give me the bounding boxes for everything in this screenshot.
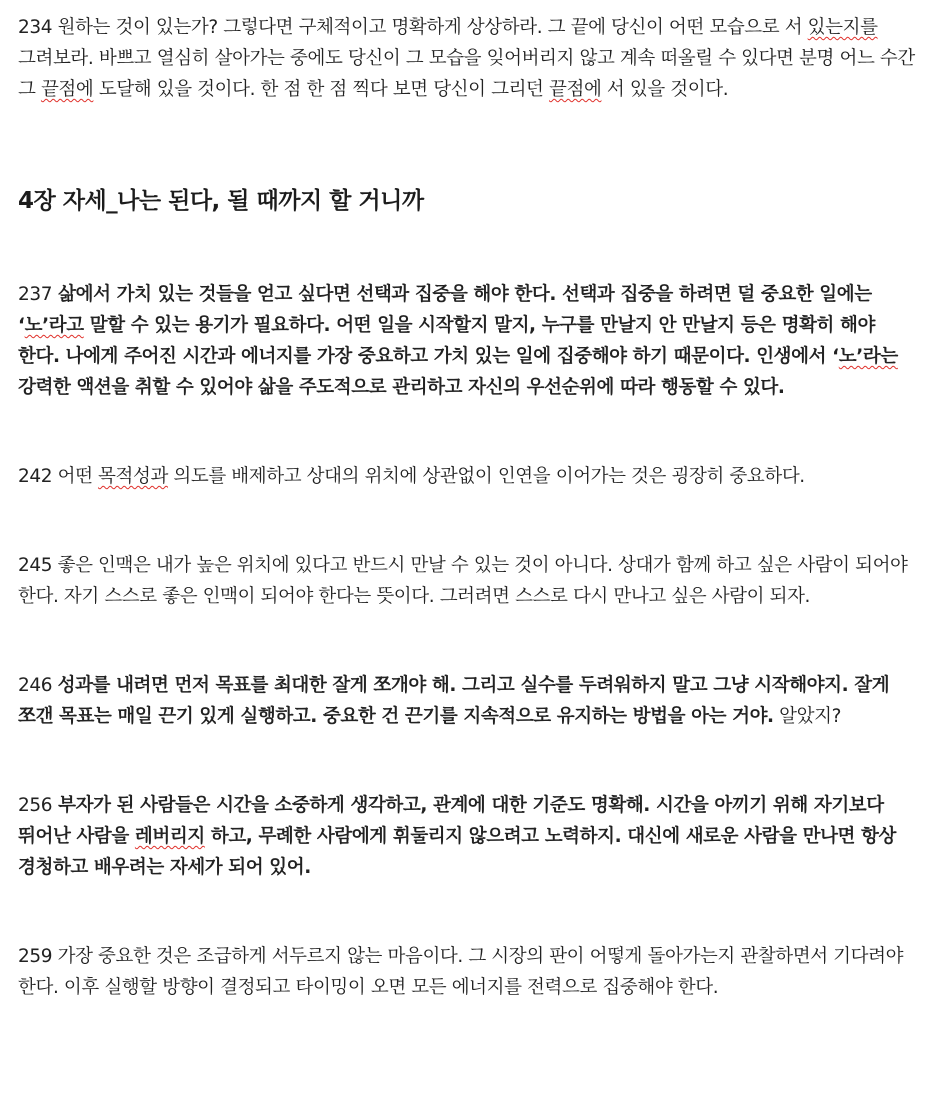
paragraph-text: 어떤: [57, 466, 99, 487]
paragraph-text: 좋은 인맥은 내가 높은 위치에 있다고 반드시 만날 수 있는 것이 아니다. 상대가 함께 하고 싶은 사람이 되어야 한다. 자기 스스로 좋은 인맥이 되어야 한다는 뜻이다. 그러려면 스스로 다시 만나고 싶은 사람이 되자.: [18, 555, 908, 607]
paragraph-245: [18, 550, 918, 612]
spacer: [18, 492, 918, 550]
paragraph-237: [18, 279, 918, 403]
paragraph-text: 삶에서 가치 있는 것들을 얻고 싶다면 선택과 집중을 해야 한다. 선택과 집중을 하려면 덜 중요한 일에는 ‘: [18, 284, 872, 336]
paragraph-number: 242: [18, 466, 53, 487]
paragraph-text: 원하는 것이 있는가? 그렇다면 구체적이고 명확하게 상상하라. 그 끝에 당신이 어떤 모습으로 서: [57, 17, 808, 38]
document-body: [18, 12, 918, 1003]
paragraph-text: 서 있을 것이다.: [601, 79, 729, 100]
paragraph-number: 237: [18, 284, 53, 305]
spellcheck-flagged-word[interactable]: 노’라는: [838, 346, 898, 367]
paragraph-text: 하고, 무례한 사람에게 휘둘리지 않으려고 노력하지. 대신에 새로운 사람을 만나면 항상 경청하고 배우려는 자세가 되어 있어.: [18, 826, 897, 878]
spellcheck-flagged-word[interactable]: 노’라고: [24, 315, 84, 336]
paragraph-number: 234: [18, 17, 53, 38]
paragraph-text: 부자가 된 사람들은 시간을 소중하게 생각하고, 관계에 대한 기준도 명확해. 시간을 아끼기 위해 자기보다 뛰어난 사람을: [18, 795, 884, 847]
paragraph-number: 245: [18, 555, 53, 576]
paragraph-text: 강력한 액션을 취할 수 있어야 삶을 주도적으로 관리하고 자신의 우선순위에 따라 행동할 수 있다.: [18, 377, 785, 398]
spellcheck-flagged-word[interactable]: 목적성과: [98, 466, 168, 487]
paragraph-number: 256: [18, 795, 53, 816]
spacer: [18, 732, 918, 790]
paragraph-text: 말할 수 있는 용기가 필요하다. 어떤 일을 시작할지 말지, 누구를 만날지 안 만날지 등은 명확히 해야 한다. 나에게 주어진 시간과 에너지를 가장 중요하고 가치 있는 일에 집중해야 하기 때문이다. 인생에서 ‘: [18, 315, 875, 367]
paragraph-259: [18, 941, 918, 1003]
spacer: [18, 217, 918, 279]
spacer: [18, 403, 918, 461]
paragraph-text: 도달해 있을 것이다. 한 점 한 점 찍다 보면 당신이 그리던: [93, 79, 549, 100]
paragraph-number: 259: [18, 946, 53, 967]
paragraph-246: [18, 670, 918, 732]
spacer: [18, 612, 918, 670]
paragraph-234: [18, 12, 918, 105]
chapter-heading: 4장 자세_나는 된다, 될 때까지 할 거니까: [18, 188, 424, 214]
spellcheck-flagged-word[interactable]: 레버리지: [134, 826, 205, 847]
paragraph-256: [18, 790, 918, 883]
paragraph-text: 가장 중요한 것은 조급하게 서두르지 않는 마음이다. 그 시장의 판이 어떻게 돌아가는지 관찰하면서 기다려야 한다. 이후 실행할 방향이 결정되고 타이밍이 오면 모든 에너지를 전력으로 집중해야 한다.: [18, 946, 904, 998]
paragraph-text: 그려보라. 바쁘고 열심히 살아가는 중에도 당신이 그 모습을 잊어버리지 않고 계속 떠올릴 수 있다면 분명 어느 수간 그: [18, 48, 915, 100]
spacer: [18, 105, 918, 185]
spellcheck-flagged-word[interactable]: 끝점에: [40, 79, 94, 100]
spellcheck-flagged-word[interactable]: 있는지를: [807, 17, 878, 38]
paragraph-number: 246: [18, 675, 53, 696]
paragraph-text: 의도를 배제하고 상대의 위치에 상관없이 인연을 이어가는 것은 굉장히 중요하다.: [167, 466, 805, 487]
paragraph-242: [18, 461, 918, 492]
paragraph-bold-text: 성과를 내려면 먼저 목표를 최대한 잘게 쪼개야 해. 그리고 실수를 두려워하지 말고 그냥 시작해야지. 잘게 쪼갠 목표는 매일 끈기 있게 실행하고. 중요한 건 끈기를 지속적으로 유지하는 방법을 아는 거야.: [18, 675, 890, 727]
spacer: [18, 883, 918, 941]
paragraph-text: 알았지?: [773, 706, 842, 727]
spellcheck-flagged-word[interactable]: 끝점에: [549, 79, 602, 100]
